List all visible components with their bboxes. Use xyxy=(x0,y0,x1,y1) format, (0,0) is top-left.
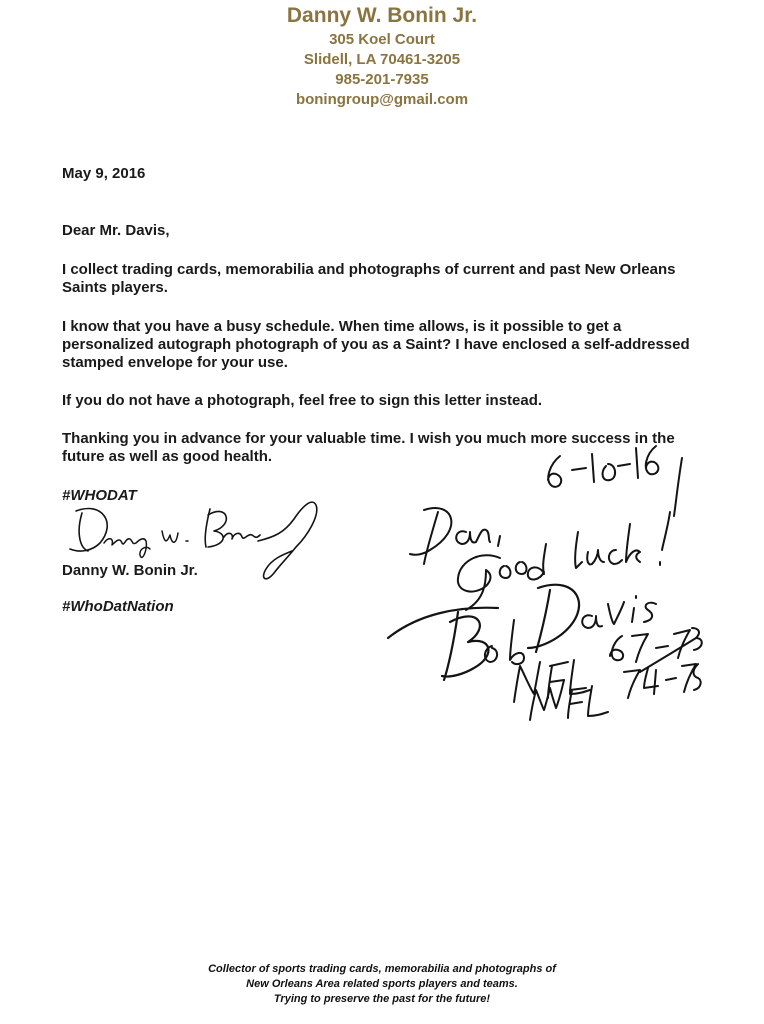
letterhead-name: Danny W. Bonin Jr. xyxy=(286,4,478,27)
letterhead xyxy=(0,2,764,110)
paragraph-1: I collect trading cards, memorabilia and photographs of current and past New Orleans Saints players. xyxy=(62,261,676,296)
paragraph-3: If you do not have a photograph, feel free to sign this letter instead. xyxy=(62,392,543,409)
footer-line-1: Collector of sports trading cards, memorabilia and photographs of xyxy=(208,963,556,975)
salutation: Dear Mr. Davis, xyxy=(62,222,170,239)
letterhead-street: 305 Koel Court xyxy=(329,31,435,48)
paragraph-2: I know that you have a busy schedule. When time allows, is it possible to get a personalized autograph photograph of you as a Saint? I have enclosed a self-addressed stamped envelope for your use. xyxy=(62,318,690,371)
hashtag-whodat: #WHODAT xyxy=(62,487,137,504)
letter-date: May 9, 2016 xyxy=(62,165,146,182)
footer-line-2: New Orleans Area related sports players and teams. xyxy=(246,978,518,990)
letterhead-city: Slidell, LA 70461-3205 xyxy=(303,51,461,68)
hashtag-whodatnation: #WhoDatNation xyxy=(62,598,174,615)
letterhead-email: boningroup@gmail.com xyxy=(295,91,469,108)
footer-line-3: Trying to preserve the past for the future! xyxy=(273,993,491,1005)
letterhead-phone: 985-201-7935 xyxy=(335,71,429,88)
autograph-inscription xyxy=(380,440,710,730)
footer xyxy=(0,962,764,1007)
paragraph-4: Thanking you in advance for your valuable time. I wish you much more success in the future as well as good health. xyxy=(62,430,675,465)
signer-name: Danny W. Bonin Jr. xyxy=(62,562,198,579)
